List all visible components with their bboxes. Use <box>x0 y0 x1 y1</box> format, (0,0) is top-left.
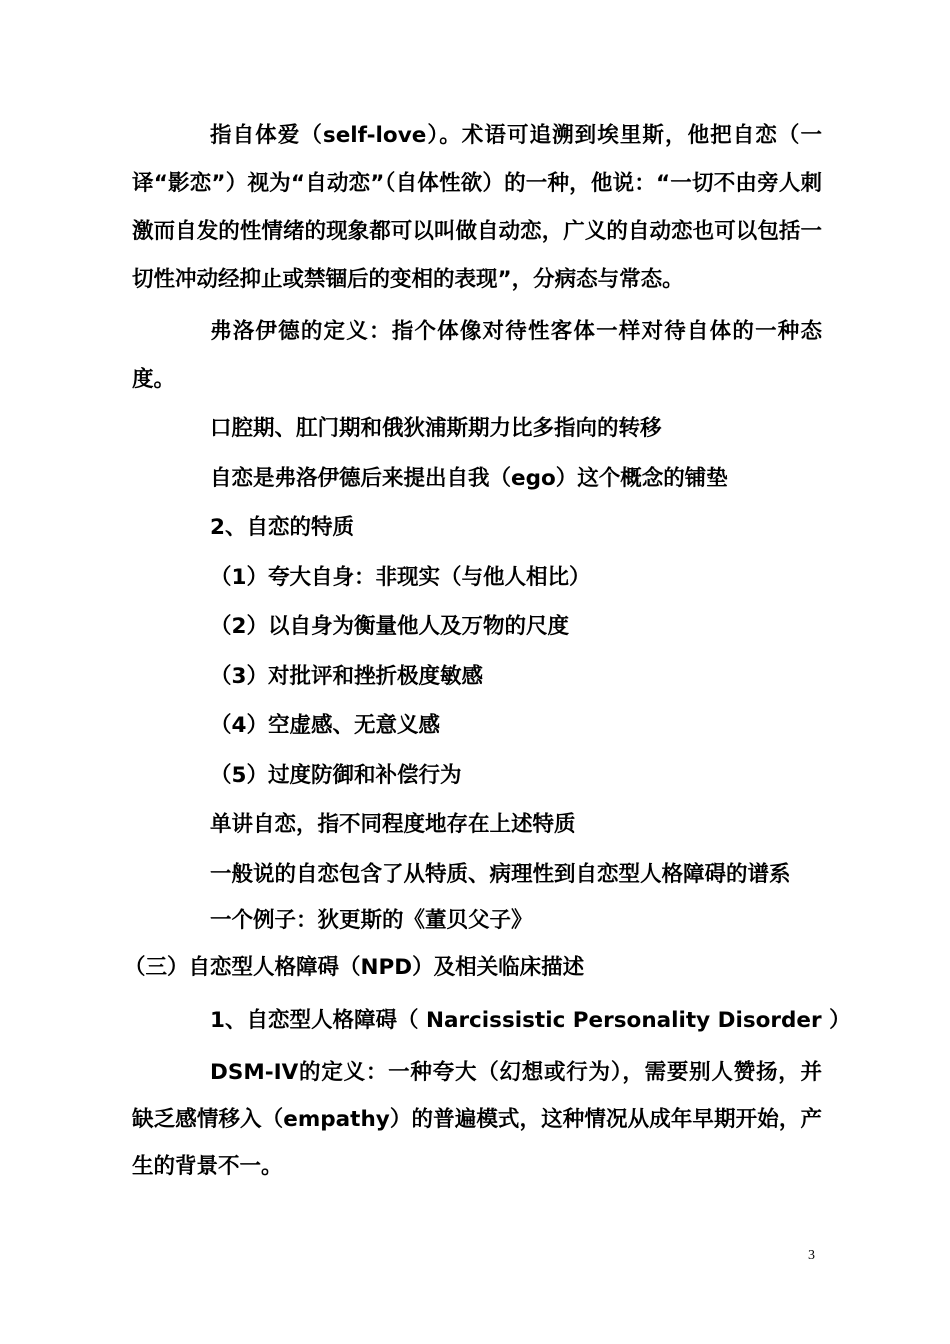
paragraph-autoeroticism: 指自体爱（self-love）。术语可追溯到埃里斯，他把自恋（一译“影恋”）视为“自动恋”（自体性欲）的一种，他说：“一切不由旁人刺激而自发的性情绪的现象都可以叫做自动恋，广义的自动恋也可以包括一切性冲动经抑止或禁锢后的变相的表现”，分病态与常态。 <box>132 123 822 292</box>
line-ego-concept: 自恋是弗洛伊德后来提出自我（ego）这个概念的铺垫 <box>210 465 728 491</box>
trait-item-3: （3）对批评和挫折极度敏感 <box>210 663 483 689</box>
trait-item-4: （4）空虚感、无意义感 <box>210 713 440 738</box>
heading-narcissism-traits: 2、自恋的特质 <box>210 515 354 540</box>
subheading-npd: 1、自恋型人格障碍（ Narcissistic Personality Disorder ） <box>210 1007 851 1033</box>
trait-item-5: （5）过度防御和补偿行为 <box>210 762 462 788</box>
page-number: 3 <box>808 1248 815 1263</box>
line-narcissism-degree: 单讲自恋，指不同程度地存在上述特质 <box>210 812 576 837</box>
line-narcissism-spectrum: 一般说的自恋包含了从特质、病理性到自恋型人格障碍的谱系 <box>210 861 791 887</box>
paragraph-dsm-definition: DSM-IV的定义：一种夸大（幻想或行为），需要别人赞扬，并缺乏感情移入（empathy）的普遍模式，这种情况从成年早期开始，产生的背景不一。 <box>132 1059 822 1179</box>
trait-item-2: （2）以自身为衡量他人及万物的尺度 <box>210 614 569 639</box>
section-heading-npd: （三）自恋型人格障碍（NPD）及相关临床描述 <box>124 955 585 980</box>
paragraph-freud-definition: 弗洛伊德的定义：指个体像对待性客体一样对待自体的一种态度。 <box>132 319 822 392</box>
line-libido-transfer: 口腔期、肛门期和俄狄浦斯期力比多指向的转移 <box>210 416 662 441</box>
line-dickens-example: 一个例子：狄更斯的《董贝父子》 <box>210 908 533 933</box>
page-content <box>124 112 851 1190</box>
trait-item-1: （1）夸大自身：非现实（与他人相比） <box>210 564 591 590</box>
